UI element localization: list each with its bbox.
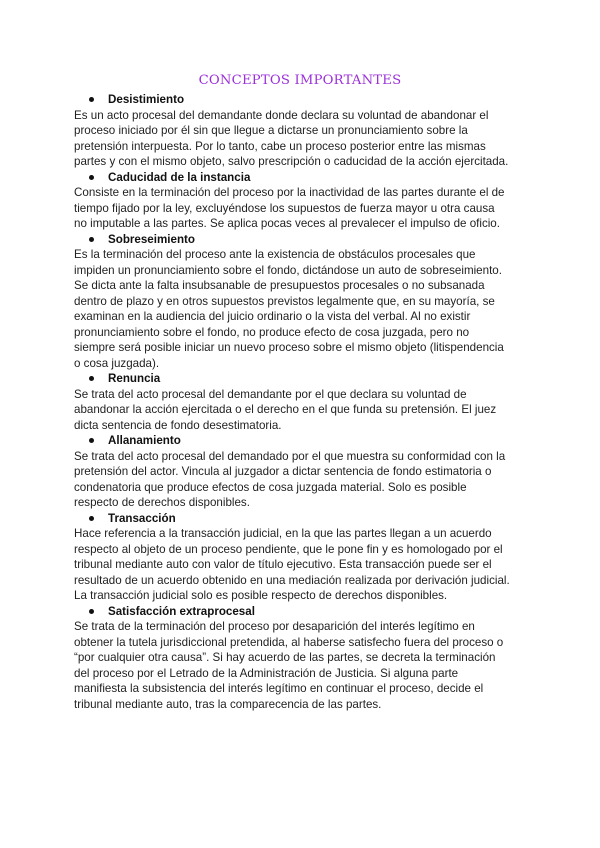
paragraph-line: La transacción judicial solo es posible respecto de derechos disponibles.	[74, 589, 448, 602]
paragraph-line: tribunal mediante auto con valor de título ejecutivo. Esta transacción puede ser el	[74, 558, 492, 571]
paragraph-line: Hace referencia a la transacción judicial, en la que las partes llegan a un acuerdo	[74, 527, 492, 540]
document-body	[74, 92, 532, 712]
section-paragraph	[74, 387, 532, 434]
paragraph-line: siempre será posible iniciar un nuevo proceso sobre el mismo objeto (litispendencia	[74, 341, 504, 354]
section-heading-text: Allanamiento	[108, 434, 181, 447]
paragraph-line: pretensión del actor. Vincula al juzgador a dictar sentencia de fondo estimatoria o	[74, 465, 492, 478]
section-heading-text: Desistimiento	[108, 93, 185, 106]
paragraph-line: Es la terminación del proceso ante la existencia de obstáculos procesales que	[74, 248, 476, 261]
paragraph-line: pronunciamiento sobre el fondo, no produce efecto de cosa juzgada, pero no	[74, 325, 470, 339]
paragraph-line: “por cualquier otra causa”. Si hay acuerdo de las partes, se decreta la terminación	[74, 651, 496, 664]
section-paragraph	[74, 185, 532, 232]
paragraph-line: abandonar la acción ejercitada o el derecho en el que funda su pretensión. El juez	[74, 403, 497, 416]
paragraph-line: partes y con el mismo objeto, salvo prescripción o caducidad de la acción ejercitada.	[74, 155, 509, 168]
bullet-icon	[89, 376, 94, 381]
paragraph-line: Consiste en la terminación del proceso por la inactividad de las partes durante el de	[74, 186, 505, 199]
bullet-icon	[89, 97, 94, 102]
paragraph-line: no imputable a las partes. Se aplica pocas veces al prevalecer el impulso de oficio.	[74, 217, 500, 230]
paragraph-line: dentro de plazo y en otros supuestos previstos legalmente que, en su mayoría, se	[74, 294, 495, 308]
paragraph-line: examinan en la audiencia del juicio ordinario o la vista del verbal. Al no existir	[74, 310, 471, 323]
section-paragraph	[74, 526, 532, 604]
paragraph-line: impiden un pronunciamiento sobre el fondo, dictándose un auto de sobreseimiento.	[74, 263, 502, 277]
paragraph-line: del proceso por el Letrado de la Administración de Justicia. Si alguna parte	[74, 666, 459, 680]
section-heading	[74, 232, 532, 248]
bullet-icon	[89, 609, 94, 614]
paragraph-line: dicta sentencia de fondo desestimatoria.	[74, 418, 282, 432]
paragraph-line: respecto de derechos disponibles.	[74, 496, 250, 509]
section-heading-text: Sobreseimiento	[108, 232, 195, 246]
section-paragraph	[74, 247, 532, 371]
paragraph-line: obtener la tutela jurisdiccional pretendida, al haberse satisfecho fuera del proceso o	[74, 635, 504, 649]
paragraph-line: tiempo fijado por la ley, excluyéndose los supuestos de fuerza mayor u otra causa	[74, 201, 495, 215]
section-paragraph	[74, 108, 532, 170]
paragraph-line: o cosa juzgada).	[74, 356, 160, 370]
section-paragraph	[74, 449, 532, 511]
section-heading	[74, 604, 532, 620]
paragraph-line: respecto al objeto de un proceso pendiente, que le pone fin y es homologado por el	[74, 542, 503, 556]
section-heading	[74, 92, 532, 108]
paragraph-line: proceso iniciado por él sin que llegue a dictarse un pronunciamiento sobre la	[74, 124, 468, 137]
section-heading	[74, 371, 532, 387]
section-heading	[74, 511, 532, 527]
paragraph-line: condenatoria que produce efectos de cosa juzgada material. Solo es posible	[74, 480, 467, 494]
paragraph-line: tribunal mediante auto, tras la comparecencia de las partes.	[74, 697, 382, 711]
bullet-icon	[89, 516, 94, 521]
bullet-icon	[89, 438, 94, 443]
section-heading-text: Caducidad de la instancia	[108, 170, 251, 184]
section-paragraph	[74, 619, 532, 712]
paragraph-line: Se trata del acto procesal del demandado por el que muestra su conformidad con la	[74, 449, 506, 463]
bullet-icon	[89, 175, 94, 180]
paragraph-line: resultado de un acuerdo obtenido en una mediación realizada por derivación judicial.	[74, 573, 510, 587]
bullet-icon	[89, 237, 94, 242]
section-heading-text: Transacción	[108, 511, 176, 525]
paragraph-line: Se trata de la terminación del proceso por desaparición del interés legítimo en	[74, 620, 475, 633]
paragraph-line: Se dicta ante la falta insubsanable de presupuestos procesales o no subsanada	[74, 279, 485, 292]
paragraph-line: Es un acto procesal del demandante donde declara su voluntad de abandonar el	[74, 108, 489, 122]
paragraph-line: Se trata del acto procesal del demandante por el que declara su voluntad de	[74, 387, 467, 401]
document-title: CONCEPTOS IMPORTANTES	[198, 73, 402, 88]
section-heading	[74, 433, 532, 449]
section-heading	[74, 170, 532, 186]
section-heading-text: Satisfacción extraprocesal	[108, 604, 255, 618]
paragraph-line: manifiesta la subsistencia del interés legítimo en continuar el proceso, decide el	[74, 682, 484, 695]
section-heading-text: Renuncia	[108, 372, 161, 385]
paragraph-line: pretensión interpuesta. Por lo tanto, cabe un proceso posterior entre las mismas	[74, 139, 486, 153]
